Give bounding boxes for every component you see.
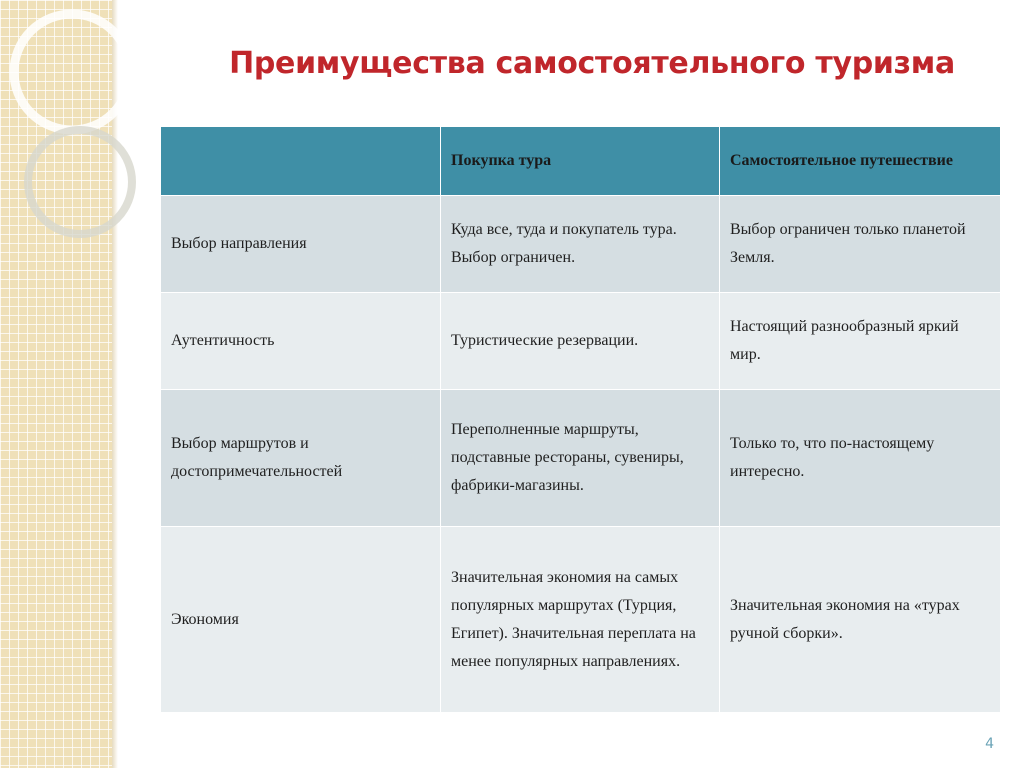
comparison-table	[160, 126, 1001, 713]
table-row	[161, 527, 1001, 713]
header-criterion	[161, 127, 441, 196]
row-independent-cell: Только то, что по-настоящему интересно.	[720, 390, 1001, 527]
slide-title: Преимущества самостоятельного туризма	[229, 46, 955, 81]
decorative-ring-lower	[28, 130, 132, 234]
row-independent-cell: Выбор ограничен только планетой Земля.	[720, 196, 1001, 293]
row-tour-cell: Куда все, туда и покупатель тура. Выбор ограничен.	[441, 196, 720, 293]
row-tour-cell: Значительная экономия на самых популярных маршрутах (Турция, Египет). Значительная переплата на менее популярных направлениях.	[441, 527, 720, 713]
row-independent-cell: Значительная экономия на «турах ручной сборки».	[720, 527, 1001, 713]
row-criterion: Аутентичность	[161, 293, 441, 390]
row-tour-cell: Туристические резервации.	[441, 293, 720, 390]
page-number: 4	[985, 736, 994, 752]
row-criterion: Выбор направления	[161, 196, 441, 293]
row-criterion: Выбор маршрутов и достопримечательностей	[161, 390, 441, 527]
table-header	[161, 127, 1001, 196]
row-tour-cell: Переполненные маршруты, подставные рестораны, сувениры, фабрики-магазины.	[441, 390, 720, 527]
header-independent-travel: Самостоятельное путешествие	[720, 127, 1001, 196]
header-tour-purchase: Покупка тура	[441, 127, 720, 196]
header-row	[161, 127, 1001, 196]
table-row	[161, 390, 1001, 527]
table-body	[161, 196, 1001, 713]
table-row	[161, 293, 1001, 390]
row-independent-cell: Настоящий разнообразный яркий мир.	[720, 293, 1001, 390]
table-row	[161, 196, 1001, 293]
row-criterion: Экономия	[161, 527, 441, 713]
